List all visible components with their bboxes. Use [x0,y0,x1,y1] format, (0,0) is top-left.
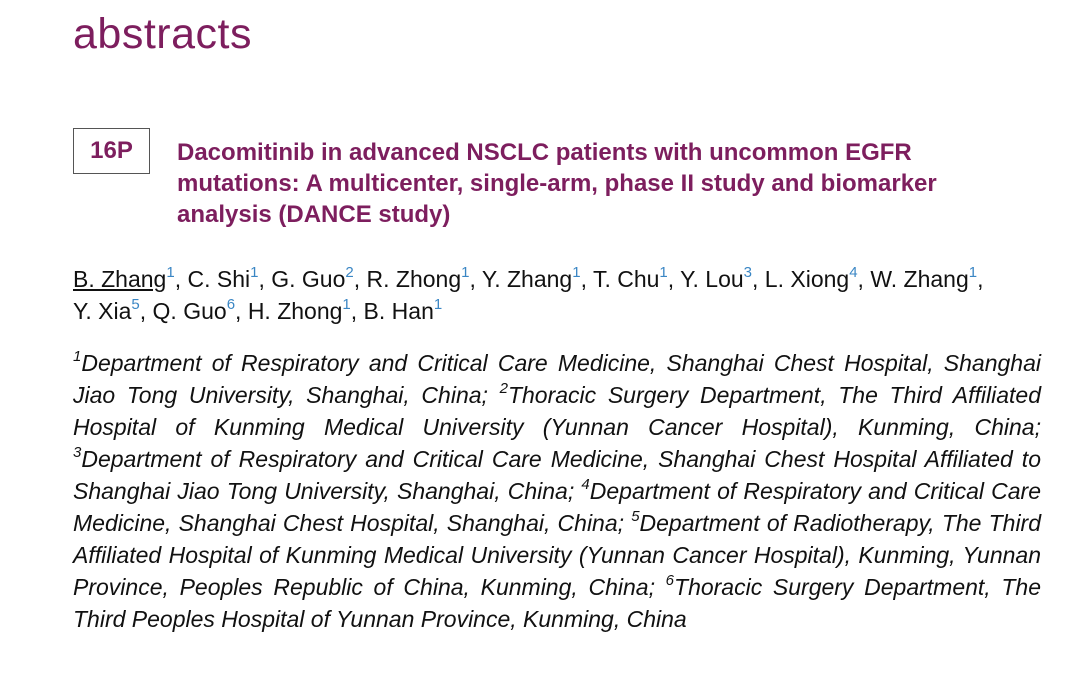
author: G. Guo$^2$, [271,264,361,292]
author-affiliation-ref: 3 [743,264,753,282]
author-name: L. Xiong [764,266,850,292]
author-affiliation-ref: 1 [250,264,259,282]
author-name: W. Zhang [870,266,969,292]
affiliation-number: 4 [581,476,590,494]
affiliation-text: Department of Respiratory and Critical Care Medicine, Shanghai Chest Hospital, Shanghai Jiao Tong University, Shanghai, China; [73,350,1041,408]
author-affiliation-ref: 2 [345,264,354,282]
author: C. Shi$^1$, [187,264,265,292]
author-name: Y. Lou [680,266,744,292]
author: B. Zhang$^1$, [73,264,182,292]
author-affiliation-ref: 4 [849,264,858,282]
author: W. Zhang$^1$, [870,264,984,292]
author-affiliation-ref: 1 [572,264,581,282]
author [364,298,443,324]
author-name: R. Zhong [366,266,462,292]
affiliation-number: 5 [631,508,640,526]
author-name: C. Shi [187,266,251,292]
author-name: G. Guo [271,266,346,292]
affiliation-list [73,347,1041,635]
author-name: Y. Xia [73,298,132,324]
author: H. Zhong$^1$, [247,296,358,324]
affiliation-number: 2 [499,380,508,398]
affiliation-text: Thoracic Surgery Department, The Third Affiliated Hospital of Kunming Medical University (Yunnan Cancer Hospital), Kunming, China; [73,382,1041,440]
affiliation-number: 1 [73,348,82,366]
author-affiliation-ref: 1 [461,264,470,282]
author-list [73,263,1048,327]
author-affiliation-ref: 1 [433,296,443,314]
author: Y. Lou$^3$, [680,264,759,292]
author: Q. Guo$^6$, [152,296,242,324]
author-affiliation-ref: 1 [342,296,351,314]
author-name: H. Zhong [247,298,343,324]
author: T. Chu$^1$, [592,264,675,292]
author-name: Q. Guo [152,298,227,324]
author-name: Y. Zhang [481,266,573,292]
author: R. Zhong$^1$, [366,264,476,292]
author-name: B. Han [363,298,434,324]
affiliation-text: Department of Respiratory and Critical Care Medicine, Shanghai Chest Hospital Affiliated to Shanghai Jiao Tong University, Shanghai, China; [73,446,1041,504]
affiliation-number: 6 [665,572,675,590]
author-affiliation-ref: 6 [226,296,236,314]
affiliation-text: Department of Respiratory and Critical Care Medicine, Shanghai Chest Hospital, Shanghai, China; [73,478,1042,536]
abstract-id-badge: 16P [73,128,150,174]
section-header: abstracts [73,10,252,58]
author-affiliation-ref: 1 [659,264,668,282]
author-name: T. Chu [592,266,660,292]
abstract-title: Dacomitinib in advanced NSCLC patients with uncommon EGFR mutations: A multicenter, single-arm, phase II study and biomarker analysis (DANCE study) [177,139,937,228]
affiliation-text: Department of Radiotherapy, The Third Affiliated Hospital of Kunming Medical University (Yunnan Cancer Hospital), Kunming, Yunnan Province, Peoples Republic of China, Kunming, China; [73,510,1042,600]
author-affiliation-ref: 1 [166,264,175,282]
author: Y. Xia$^5$, [73,296,147,324]
author-name: B. Zhang [73,266,167,292]
affiliation-number: 3 [73,444,82,462]
author-affiliation-ref: 1 [968,264,978,282]
affiliation-text: Thoracic Surgery Department, The Third Peoples Hospital of Yunnan Province, Kunming, China [73,574,1042,632]
author: Y. Zhang$^1$, [481,264,587,292]
author: L. Xiong$^4$, [764,264,864,292]
author-affiliation-ref: 5 [131,296,140,314]
